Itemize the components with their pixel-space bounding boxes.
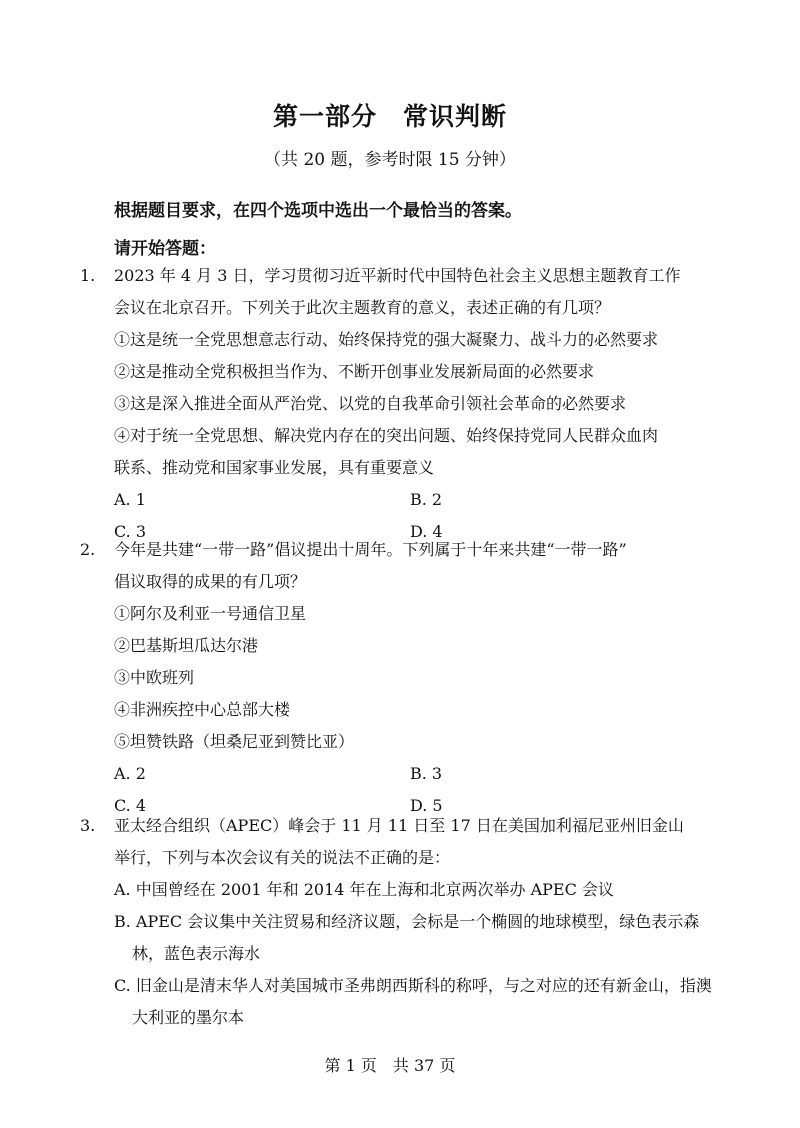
question-stem-line: 举行，下列与本次会议有关的说法不正确的是： [114,848,451,867]
question-stem-line: 2023 年 4 月 3 日，学习贯彻习近平新时代中国特色社会主义思想主题教育工作 [114,266,681,285]
statement-item: 联系、推动党和国家事业发展，具有重要意义 [114,458,435,477]
option-c[interactable]: C. 旧金山是清末华人对美国城市圣弗朗西斯科的称呼，与之对应的还有新金山，指澳大利亚的墨尔本 [114,976,712,1027]
question-1 [80,260,720,548]
section-title: 第一部分 常识判断 [272,102,507,131]
question-stem-line: 倡议取得的成果的有几项？ [114,572,307,591]
statement-item: ④非洲疾控中心总部大楼 [114,700,291,719]
page-footer: 第 1 页 共 37 页 [324,1056,456,1075]
statement-item: ⑤坦赞铁路（坦桑尼亚到赞比亚） [114,732,355,751]
statement-item: ②巴基斯坦瓜达尔港 [114,636,259,655]
question-3 [80,810,720,1034]
statement-item: ③中欧班列 [114,668,195,687]
option-b[interactable]: B. 2 [410,490,443,509]
question-stem-line: 今年是共建“一带一路”倡议提出十周年。下列属于十年来共建“一带一路” [114,540,627,559]
option-b[interactable]: B. APEC 会议集中关注贸易和经济议题，会标是一个椭圆的地球模型，绿色表示森林，蓝色表示海水 [114,912,700,963]
question-number: 3. [80,816,96,835]
question-number: 2. [80,540,96,559]
statement-item: ②这是推动全党积极担当作为、不断开创事业发展新局面的必然要求 [114,362,595,381]
question-stem-line: 会议在北京召开。下列关于此次主题教育的意义，表述正确的有几项？ [114,298,611,317]
instruction-text: 根据题目要求，在四个选项中选出一个最恰当的答案。 [114,201,522,221]
question-stem-line: 亚太经合组织（APEC）峰会于 11 月 11 日至 17 日在美国加利福尼亚州旧金山 [114,816,684,835]
section-subtitle: （共 20 题，参考时限 15 分钟） [264,150,516,170]
statement-item: ④对于统一全党思想、解决党内存在的突出问题、始终保持党同人民群众血肉 [114,426,659,445]
statement-item: ①这是统一全党思想意志行动、始终保持党的强大凝聚力、战斗力的必然要求 [114,330,659,349]
statement-item: ①阿尔及利亚一号通信卫星 [114,604,307,623]
option-b[interactable]: B. 3 [410,764,443,783]
option-a[interactable]: A. 2 [114,764,146,783]
option-a[interactable]: A. 中国曾经在 2001 年和 2014 年在上海和北京两次举办 APEC 会议 [114,880,614,899]
question-2 [80,534,720,822]
option-c[interactable]: C. 4 [114,796,147,815]
start-prompt: 请开始答题： [114,239,216,259]
question-number: 1. [80,266,96,285]
option-d[interactable]: D. 4 [410,522,443,541]
option-c[interactable]: C. 3 [114,522,147,541]
statement-item: ③这是深入推进全面从严治党、以党的自我革命引领社会革命的必然要求 [114,394,627,413]
option-a[interactable]: A. 1 [114,490,146,509]
option-d[interactable]: D. 5 [410,796,443,815]
